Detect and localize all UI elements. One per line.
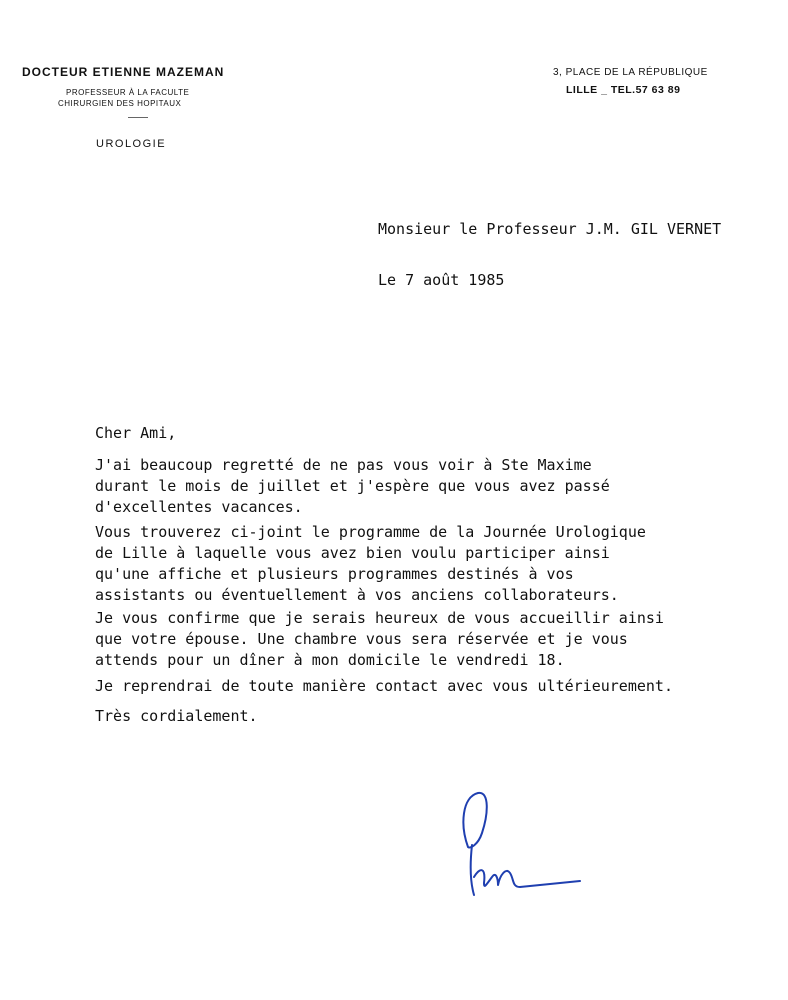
letterhead-title-line2: CHIRURGIEN DES HOPITAUX: [58, 99, 182, 108]
letterhead-address: 3, PLACE DE LA RÉPUBLIQUE: [553, 67, 708, 78]
paragraph-2: [95, 522, 646, 606]
letterhead-divider: [128, 117, 148, 118]
recipient-line: Monsieur le Professeur J.M. GIL VERNET: [378, 220, 722, 238]
paragraph-line: que votre épouse. Une chambre vous sera réservée et je vous: [95, 630, 628, 648]
paragraph-1: [95, 455, 610, 518]
paragraph-line: Je vous confirme que je serais heureux de vous accueillir ainsi: [95, 609, 664, 627]
letterhead-department: UROLOGIE: [96, 138, 167, 150]
paragraph-line: d'excellentes vacances.: [95, 498, 303, 516]
paragraph-line: J'ai beaucoup regretté de ne pas vous voir à Ste Maxime: [95, 456, 592, 474]
letterhead-title-line1: PROFESSEUR À LA FACULTE: [66, 88, 190, 97]
paragraph-3: [95, 608, 664, 671]
letterhead-name: DOCTEUR ETIENNE MAZEMAN: [22, 65, 225, 79]
greeting: Cher Ami,: [95, 424, 177, 442]
paragraph-line: de Lille à laquelle vous avez bien voulu participer ainsi: [95, 544, 610, 562]
paragraph-line: Vous trouverez ci-joint le programme de la Journée Urologique: [95, 523, 646, 541]
paragraph-line: durant le mois de juillet et j'espère que vous avez passé: [95, 477, 610, 495]
paragraph-line: attends pour un dîner à mon domicile le vendredi 18.: [95, 651, 565, 669]
paragraph-line: Je reprendrai de toute manière contact avec vous ultérieurement.: [95, 677, 673, 695]
signature-stroke: [463, 793, 580, 895]
paragraph-line: assistants ou éventuellement à vos anciens collaborateurs.: [95, 586, 619, 604]
letterhead-city-phone: LILLE _ TEL.57 63 89: [566, 84, 681, 96]
letter-date: Le 7 août 1985: [378, 271, 505, 289]
paragraph-4: [95, 676, 673, 697]
signature-image: [440, 785, 590, 905]
paragraph-line: qu'une affiche et plusieurs programmes destinés à vos: [95, 565, 574, 583]
closing: Très cordialement.: [95, 707, 258, 725]
